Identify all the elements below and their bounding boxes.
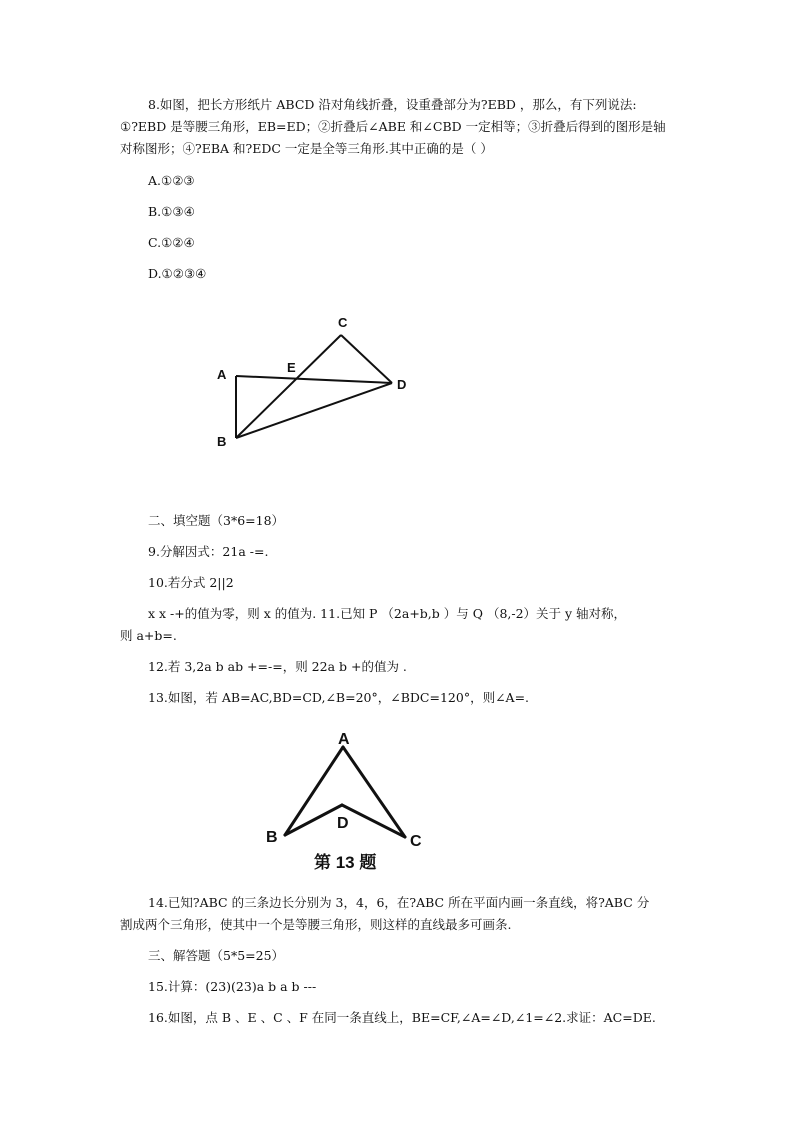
edge-cd	[341, 335, 392, 383]
section3-heading: 三、解答题（5*5=25）	[148, 948, 285, 963]
label-c: C	[410, 833, 422, 850]
label-a: A	[338, 731, 350, 748]
label-a: A	[217, 367, 227, 382]
label-e: E	[287, 360, 296, 375]
q8-option-b: B.①③④	[148, 204, 195, 219]
diagonal-bd	[236, 383, 392, 438]
q10-line1: 10.若分式 2||2	[148, 575, 234, 590]
label-c: C	[338, 315, 348, 330]
q10-line2: x x -+的值为零，则 x 的值为. 11.已知 P （2a+b,b ）与 Q （8,-2）关于 y 轴对称，	[148, 606, 627, 621]
label-d: D	[397, 377, 407, 392]
q14-line2: 割成两个三角形，使其中一个是等腰三角形，则这样的直线最多可画条.	[120, 917, 512, 932]
edge-ad	[236, 376, 392, 383]
q12: 12.若 3,2a b ab +=-=，则 22a b +的值为 .	[148, 659, 407, 674]
q8-option-d: D.①②③④	[148, 266, 207, 281]
q13: 13.如图，若 AB=AC,BD=CD,∠B=20°，∠BDC=120°，则∠A=.	[148, 690, 530, 705]
q14-line1: 14.已知?ABC 的三条边长分别为 3，4，6，在?ABC 所在平面内画一条直线，将?ABC 分	[148, 895, 650, 910]
q8-line1: 8.如图，把长方形纸片 ABCD 沿对角线折叠，设重叠部分为?EBD ，那么，有下列说法:	[148, 97, 637, 112]
q8-line3: 对称图形；④?EBA 和?EDC 一定是全等三角形.其中正确的是（ ）	[120, 141, 493, 156]
q15: 15.计算：(23)(23)a b a b ---	[148, 979, 317, 994]
label-b: B	[217, 434, 227, 449]
label-d: D	[337, 815, 349, 832]
q9: 9.分解因式：21a -=.	[148, 544, 269, 559]
label-b: B	[266, 829, 278, 846]
edge-ac	[343, 747, 405, 837]
q8-option-c: C.①②④	[148, 235, 195, 250]
folded-rectangle-figure	[200, 305, 440, 465]
edge-ab	[285, 747, 343, 835]
figure-13-caption: 第 13 题	[314, 853, 377, 872]
section2-heading: 二、填空题（3*6=18）	[148, 513, 285, 528]
edge-bc	[236, 335, 341, 438]
figure-13	[258, 722, 438, 877]
q16: 16.如图，点 B 、E 、C 、F 在同一条直线上，BE=CF,∠A=∠D,∠1=∠2.求证：AC=DE.	[148, 1010, 656, 1025]
q8-line2: ①?EBD 是等腰三角形，EB=ED；②折叠后∠ABE 和∠CBD 一定相等；③折叠后得到的图形是轴	[120, 119, 666, 134]
q8-option-a: A.①②③	[148, 173, 195, 188]
q10-line3: 则 a+b=.	[120, 628, 177, 643]
